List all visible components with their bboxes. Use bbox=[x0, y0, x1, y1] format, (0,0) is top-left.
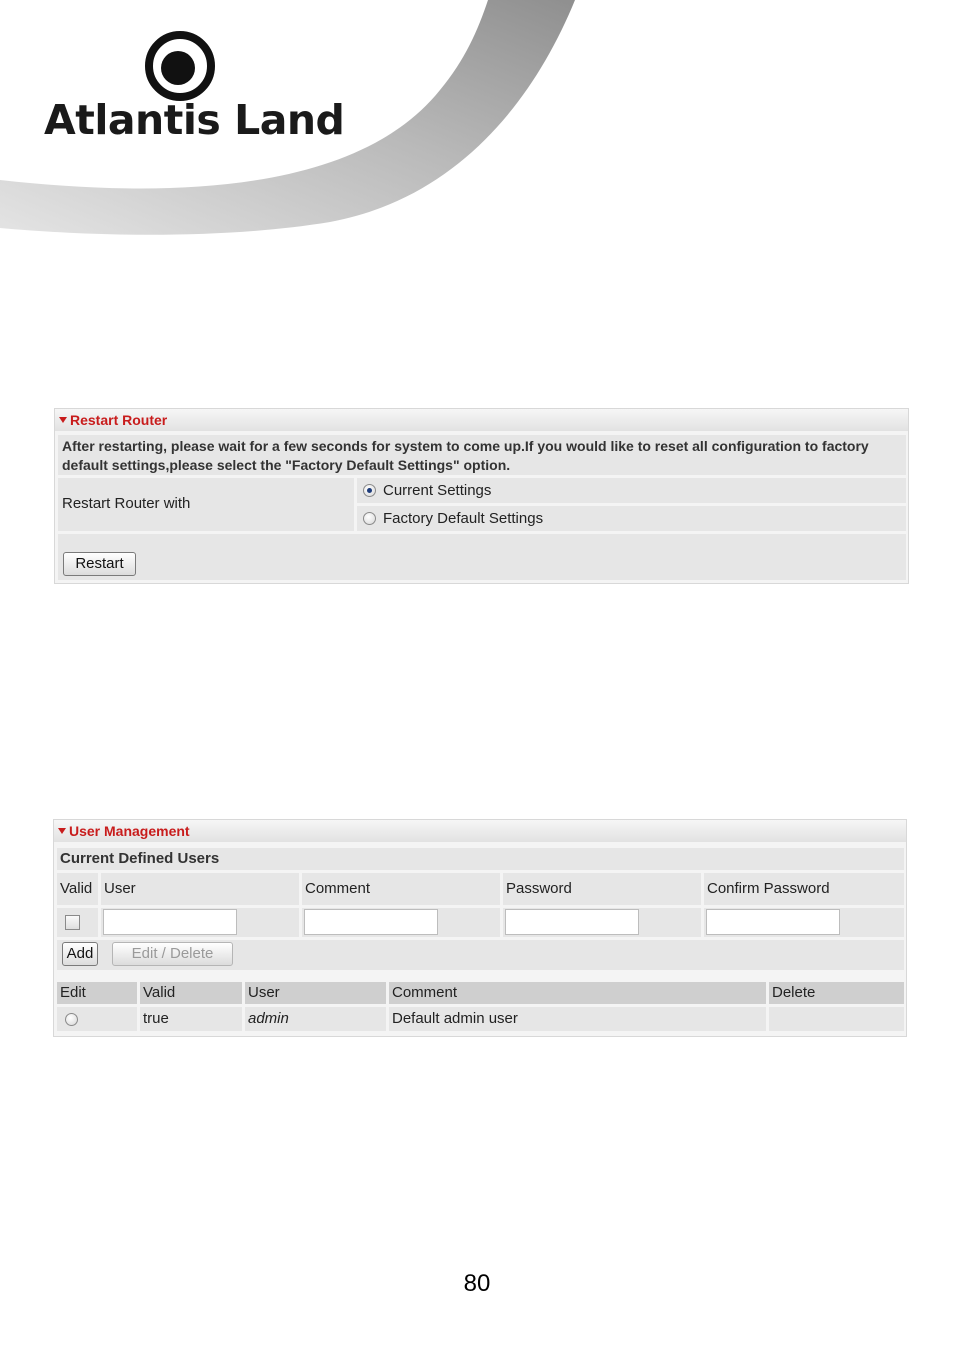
current-defined-users-label: Current Defined Users bbox=[60, 850, 220, 867]
form-valid-cell bbox=[57, 908, 98, 937]
collapse-caret-icon bbox=[59, 417, 67, 423]
form-header-user bbox=[101, 873, 299, 905]
collapse-caret-icon bbox=[58, 828, 66, 834]
restart-router-panel bbox=[54, 408, 909, 584]
edit-user-radio[interactable] bbox=[65, 1013, 78, 1026]
form-actions-row bbox=[57, 940, 904, 970]
edit-delete-button[interactable]: Edit / Delete bbox=[112, 942, 233, 966]
restart-instructions: After restarting, please wait for a few seconds for system to come up.If you would like to reset all configuration to factory default settings,please select the "Factory Default Settings" option. bbox=[62, 438, 869, 473]
form-header-comment-label: Comment bbox=[305, 880, 371, 897]
restart-router-header[interactable] bbox=[55, 409, 908, 431]
form-password-cell bbox=[503, 908, 701, 937]
option-current-settings-row bbox=[357, 478, 906, 503]
form-header-confirm-password-label: Confirm Password bbox=[707, 880, 830, 897]
restart-router-title: Restart Router bbox=[70, 412, 168, 428]
factory-default-settings-radio[interactable] bbox=[363, 512, 376, 525]
add-button[interactable]: Add bbox=[62, 942, 98, 966]
instructions-row bbox=[58, 435, 906, 475]
current-settings-label: Current Settings bbox=[383, 482, 492, 499]
restart-with-label-cell bbox=[58, 478, 354, 531]
table-row-delete-cell bbox=[769, 1007, 904, 1031]
factory-default-settings-label: Factory Default Settings bbox=[383, 510, 544, 527]
option-factory-defaults-row bbox=[357, 506, 906, 531]
form-user-cell bbox=[101, 908, 299, 937]
form-header-password-label: Password bbox=[506, 880, 572, 897]
valid-checkbox[interactable] bbox=[65, 915, 80, 930]
logo-icon bbox=[144, 30, 216, 102]
form-header-user-label: User bbox=[104, 880, 136, 897]
form-header-confirm-password bbox=[704, 873, 904, 905]
restart-button-row bbox=[58, 534, 906, 580]
password-input[interactable] bbox=[505, 909, 639, 935]
table-header-delete: Delete bbox=[769, 982, 904, 1004]
user-input[interactable] bbox=[103, 909, 237, 935]
user-management-panel bbox=[53, 819, 907, 1037]
comment-input[interactable] bbox=[304, 909, 438, 935]
table-row-valid: true bbox=[140, 1007, 242, 1031]
table-row-user: admin bbox=[245, 1007, 386, 1031]
current-defined-users-row bbox=[57, 848, 904, 870]
form-header-comment bbox=[302, 873, 500, 905]
table-header-user: User bbox=[245, 982, 386, 1004]
form-header-password bbox=[503, 873, 701, 905]
restart-button[interactable]: Restart bbox=[63, 552, 136, 576]
form-comment-cell bbox=[302, 908, 500, 937]
form-header-valid bbox=[57, 873, 98, 905]
table-header-comment: Comment bbox=[389, 982, 766, 1004]
table-header-valid: Valid bbox=[140, 982, 242, 1004]
user-management-header[interactable] bbox=[54, 820, 906, 842]
confirm-password-input[interactable] bbox=[706, 909, 840, 935]
brand-logo-text: Atlantis Land bbox=[44, 96, 345, 144]
table-header-edit: Edit bbox=[57, 982, 137, 1004]
restart-with-label: Restart Router with bbox=[62, 495, 191, 512]
table-row-comment: Default admin user bbox=[389, 1007, 766, 1031]
page-number: 80 bbox=[463, 1270, 491, 1297]
current-settings-radio[interactable] bbox=[363, 484, 376, 497]
table-row-edit-cell bbox=[57, 1007, 137, 1031]
user-management-title: User Management bbox=[69, 823, 190, 839]
form-confirm-password-cell bbox=[704, 908, 904, 937]
form-header-valid-label: Valid bbox=[60, 880, 93, 897]
